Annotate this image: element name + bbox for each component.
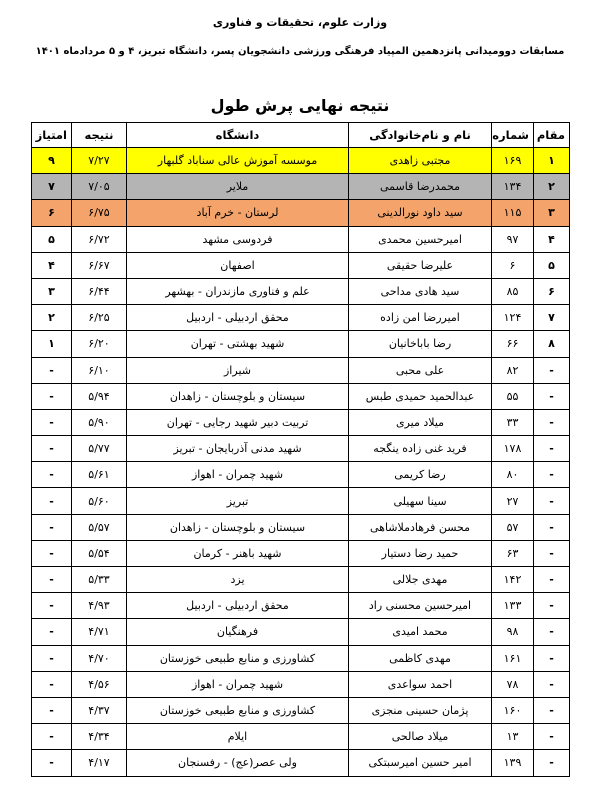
university-cell: محقق اردبیلی - اردبیل bbox=[127, 593, 349, 619]
rank-cell: - bbox=[534, 645, 570, 671]
university-cell: کشاورزی و منابع طبیعی خوزستان bbox=[127, 697, 349, 723]
number-cell: ۷۸ bbox=[492, 671, 534, 697]
university-cell: تبریز bbox=[127, 488, 349, 514]
university-cell: کشاورزی و منابع طبیعی خوزستان bbox=[127, 645, 349, 671]
name-cell: رضا کریمی bbox=[349, 462, 492, 488]
score-cell: ۴ bbox=[32, 252, 72, 278]
result-cell: ۷/۰۵ bbox=[72, 174, 127, 200]
university-cell: شهید مدنی آذربایجان - تبریز bbox=[127, 436, 349, 462]
score-cell: ۶ bbox=[32, 200, 72, 226]
rank-cell: - bbox=[534, 488, 570, 514]
number-cell: ۱۶۱ bbox=[492, 645, 534, 671]
rank-cell: - bbox=[534, 409, 570, 435]
table-row bbox=[32, 252, 570, 278]
number-cell: ۸۵ bbox=[492, 278, 534, 304]
result-cell: ۴/۳۷ bbox=[72, 697, 127, 723]
table-row bbox=[32, 305, 570, 331]
table-row bbox=[32, 514, 570, 540]
university-cell: فردوسی مشهد bbox=[127, 226, 349, 252]
result-cell: ۶/۴۴ bbox=[72, 278, 127, 304]
result-cell: ۷/۲۷ bbox=[72, 148, 127, 174]
university-cell: محقق اردبیلی - اردبیل bbox=[127, 305, 349, 331]
result-cell: ۵/۹۰ bbox=[72, 409, 127, 435]
university-cell: لرستان - خرم آباد bbox=[127, 200, 349, 226]
result-cell: ۶/۶۷ bbox=[72, 252, 127, 278]
result-cell: ۶/۱۰ bbox=[72, 357, 127, 383]
results-body bbox=[32, 148, 570, 777]
result-cell: ۵/۹۴ bbox=[72, 383, 127, 409]
score-cell: - bbox=[32, 697, 72, 723]
name-cell: عبدالحمید حمیدی طبس bbox=[349, 383, 492, 409]
rank-cell: ۷ bbox=[534, 305, 570, 331]
result-cell: ۶/۲۰ bbox=[72, 331, 127, 357]
result-cell: ۴/۷۱ bbox=[72, 619, 127, 645]
header-result: نتیجه bbox=[72, 123, 127, 148]
name-cell: سید هادی مداحی bbox=[349, 278, 492, 304]
university-cell: موسسه آموزش عالی سناباد گلبهار bbox=[127, 148, 349, 174]
number-cell: ۵۵ bbox=[492, 383, 534, 409]
score-cell: - bbox=[32, 514, 72, 540]
number-cell: ۸۲ bbox=[492, 357, 534, 383]
name-cell: علیرضا حقیقی bbox=[349, 252, 492, 278]
rank-cell: - bbox=[534, 671, 570, 697]
rank-cell: ۲ bbox=[534, 174, 570, 200]
number-cell: ۱۳۳ bbox=[492, 593, 534, 619]
table-row bbox=[32, 671, 570, 697]
table-row bbox=[32, 645, 570, 671]
number-cell: ۶۳ bbox=[492, 540, 534, 566]
rank-cell: ۸ bbox=[534, 331, 570, 357]
name-cell: امیررضا امن زاده bbox=[349, 305, 492, 331]
name-cell: علی محبی bbox=[349, 357, 492, 383]
number-cell: ۹۸ bbox=[492, 619, 534, 645]
number-cell: ۱۲۴ bbox=[492, 305, 534, 331]
event-heading: مسابقات دوومیدانی پانزدهمین المپیاد فرهنگی ورزشی دانشجویان پسر، دانشگاه تبریز، ۴ و ۵ مردادماه ۱۴۰۱ bbox=[35, 46, 565, 57]
rank-cell: - bbox=[534, 750, 570, 776]
rank-cell: - bbox=[534, 462, 570, 488]
number-cell: ۱۳۹ bbox=[492, 750, 534, 776]
table-row bbox=[32, 174, 570, 200]
score-cell: - bbox=[32, 383, 72, 409]
university-cell: شهید بهشتی - تهران bbox=[127, 331, 349, 357]
rank-cell: ۴ bbox=[534, 226, 570, 252]
rank-cell: ۵ bbox=[534, 252, 570, 278]
number-cell: ۱۳ bbox=[492, 724, 534, 750]
score-cell: - bbox=[32, 540, 72, 566]
name-cell: فرید غنی زاده ینگجه bbox=[349, 436, 492, 462]
header-name: نام و نام‌خانوادگی bbox=[349, 123, 492, 148]
table-row bbox=[32, 226, 570, 252]
name-cell: امیرحسین محسنی راد bbox=[349, 593, 492, 619]
result-cell: ۴/۱۷ bbox=[72, 750, 127, 776]
table-header-row bbox=[32, 123, 570, 148]
table-row bbox=[32, 593, 570, 619]
rank-cell: ۶ bbox=[534, 278, 570, 304]
name-cell: احمد سواعدی bbox=[349, 671, 492, 697]
result-cell: ۶/۷۵ bbox=[72, 200, 127, 226]
university-cell: یزد bbox=[127, 567, 349, 593]
header-university: دانشگاه bbox=[127, 123, 349, 148]
score-cell: ۳ bbox=[32, 278, 72, 304]
result-cell: ۵/۷۷ bbox=[72, 436, 127, 462]
result-cell: ۴/۵۶ bbox=[72, 671, 127, 697]
results-table bbox=[31, 122, 570, 777]
table-row bbox=[32, 750, 570, 776]
score-cell: ۵ bbox=[32, 226, 72, 252]
number-cell: ۸۰ bbox=[492, 462, 534, 488]
name-cell: محمد امیدی bbox=[349, 619, 492, 645]
university-cell: فرهنگیان bbox=[127, 619, 349, 645]
rank-cell: - bbox=[534, 357, 570, 383]
name-cell: محسن فرهادملاشاهی bbox=[349, 514, 492, 540]
name-cell: میلاد میری bbox=[349, 409, 492, 435]
table-row bbox=[32, 383, 570, 409]
rank-cell: - bbox=[534, 540, 570, 566]
table-row bbox=[32, 331, 570, 357]
table-row bbox=[32, 488, 570, 514]
number-cell: ۳۳ bbox=[492, 409, 534, 435]
number-cell: ۲۷ bbox=[492, 488, 534, 514]
rank-cell: - bbox=[534, 619, 570, 645]
score-cell: ۷ bbox=[32, 174, 72, 200]
number-cell: ۱۷۸ bbox=[492, 436, 534, 462]
number-cell: ۱۴۲ bbox=[492, 567, 534, 593]
university-cell: سیستان و بلوچستان - زاهدان bbox=[127, 514, 349, 540]
number-cell: ۱۶۹ bbox=[492, 148, 534, 174]
score-cell: ۲ bbox=[32, 305, 72, 331]
score-cell: - bbox=[32, 750, 72, 776]
table-row bbox=[32, 357, 570, 383]
number-cell: ۶۶ bbox=[492, 331, 534, 357]
table-row bbox=[32, 148, 570, 174]
name-cell: سینا سهیلی bbox=[349, 488, 492, 514]
number-cell: ۱۳۴ bbox=[492, 174, 534, 200]
result-cell: ۴/۷۰ bbox=[72, 645, 127, 671]
rank-cell: ۱ bbox=[534, 148, 570, 174]
name-cell: سید داود نورالدینی bbox=[349, 200, 492, 226]
rank-cell: ۳ bbox=[534, 200, 570, 226]
score-cell: - bbox=[32, 645, 72, 671]
university-cell: علم و فناوری مازندران - بهشهر bbox=[127, 278, 349, 304]
table-row bbox=[32, 540, 570, 566]
table-row bbox=[32, 278, 570, 304]
header-rank: مقام bbox=[534, 123, 570, 148]
ministry-heading: وزارت علوم، تحقیقات و فناوری bbox=[212, 16, 388, 29]
university-cell: سیستان و بلوچستان - زاهدان bbox=[127, 383, 349, 409]
result-cell: ۵/۶۱ bbox=[72, 462, 127, 488]
score-cell: ۹ bbox=[32, 148, 72, 174]
score-cell: - bbox=[32, 357, 72, 383]
university-cell: شهید باهنر - کرمان bbox=[127, 540, 349, 566]
number-cell: ۵۷ bbox=[492, 514, 534, 540]
university-cell: ولی عصر(عج) - رفسنجان bbox=[127, 750, 349, 776]
name-cell: مهدی جلالی bbox=[349, 567, 492, 593]
university-cell: شهید چمران - اهواز bbox=[127, 462, 349, 488]
score-cell: - bbox=[32, 724, 72, 750]
score-cell: - bbox=[32, 619, 72, 645]
score-cell: - bbox=[32, 488, 72, 514]
header-score: امتیاز bbox=[32, 123, 72, 148]
result-cell: ۵/۳۳ bbox=[72, 567, 127, 593]
number-cell: ۱۶۰ bbox=[492, 697, 534, 723]
score-cell: - bbox=[32, 409, 72, 435]
table-row bbox=[32, 619, 570, 645]
name-cell: حمید رضا دستیار bbox=[349, 540, 492, 566]
table-row bbox=[32, 200, 570, 226]
name-cell: پژمان حسینی منجزی bbox=[349, 697, 492, 723]
result-cell: ۴/۹۳ bbox=[72, 593, 127, 619]
rank-cell: - bbox=[534, 593, 570, 619]
name-cell: مجتبی زاهدی bbox=[349, 148, 492, 174]
number-cell: ۱۱۵ bbox=[492, 200, 534, 226]
score-cell: - bbox=[32, 436, 72, 462]
university-cell: ایلام bbox=[127, 724, 349, 750]
table-row bbox=[32, 462, 570, 488]
table-row bbox=[32, 724, 570, 750]
result-cell: ۴/۳۴ bbox=[72, 724, 127, 750]
name-cell: رضا باباخانیان bbox=[349, 331, 492, 357]
rank-cell: - bbox=[534, 436, 570, 462]
score-cell: - bbox=[32, 462, 72, 488]
score-cell: - bbox=[32, 671, 72, 697]
result-cell: ۵/۵۴ bbox=[72, 540, 127, 566]
university-cell: شیراز bbox=[127, 357, 349, 383]
score-cell: ۱ bbox=[32, 331, 72, 357]
table-row bbox=[32, 436, 570, 462]
result-cell: ۵/۵۷ bbox=[72, 514, 127, 540]
table-row bbox=[32, 567, 570, 593]
university-cell: شهید چمران - اهواز bbox=[127, 671, 349, 697]
table-row bbox=[32, 409, 570, 435]
university-cell: تربیت دبیر شهید رجایی - تهران bbox=[127, 409, 349, 435]
rank-cell: - bbox=[534, 697, 570, 723]
score-cell: - bbox=[32, 593, 72, 619]
result-cell: ۶/۷۲ bbox=[72, 226, 127, 252]
result-cell: ۶/۲۵ bbox=[72, 305, 127, 331]
number-cell: ۶ bbox=[492, 252, 534, 278]
score-cell: - bbox=[32, 567, 72, 593]
name-cell: امیر حسین امیرسبتکی bbox=[349, 750, 492, 776]
table-title: نتیجه نهایی پرش طول bbox=[210, 96, 390, 115]
name-cell: مهدی کاظمی bbox=[349, 645, 492, 671]
university-cell: اصفهان bbox=[127, 252, 349, 278]
name-cell: محمدرضا قاسمی bbox=[349, 174, 492, 200]
rank-cell: - bbox=[534, 567, 570, 593]
name-cell: میلاد صالحی bbox=[349, 724, 492, 750]
rank-cell: - bbox=[534, 383, 570, 409]
table-row bbox=[32, 697, 570, 723]
number-cell: ۹۷ bbox=[492, 226, 534, 252]
university-cell: ملایر bbox=[127, 174, 349, 200]
header-number: شماره bbox=[492, 123, 534, 148]
name-cell: امیرحسین محمدی bbox=[349, 226, 492, 252]
rank-cell: - bbox=[534, 724, 570, 750]
rank-cell: - bbox=[534, 514, 570, 540]
result-cell: ۵/۶۰ bbox=[72, 488, 127, 514]
